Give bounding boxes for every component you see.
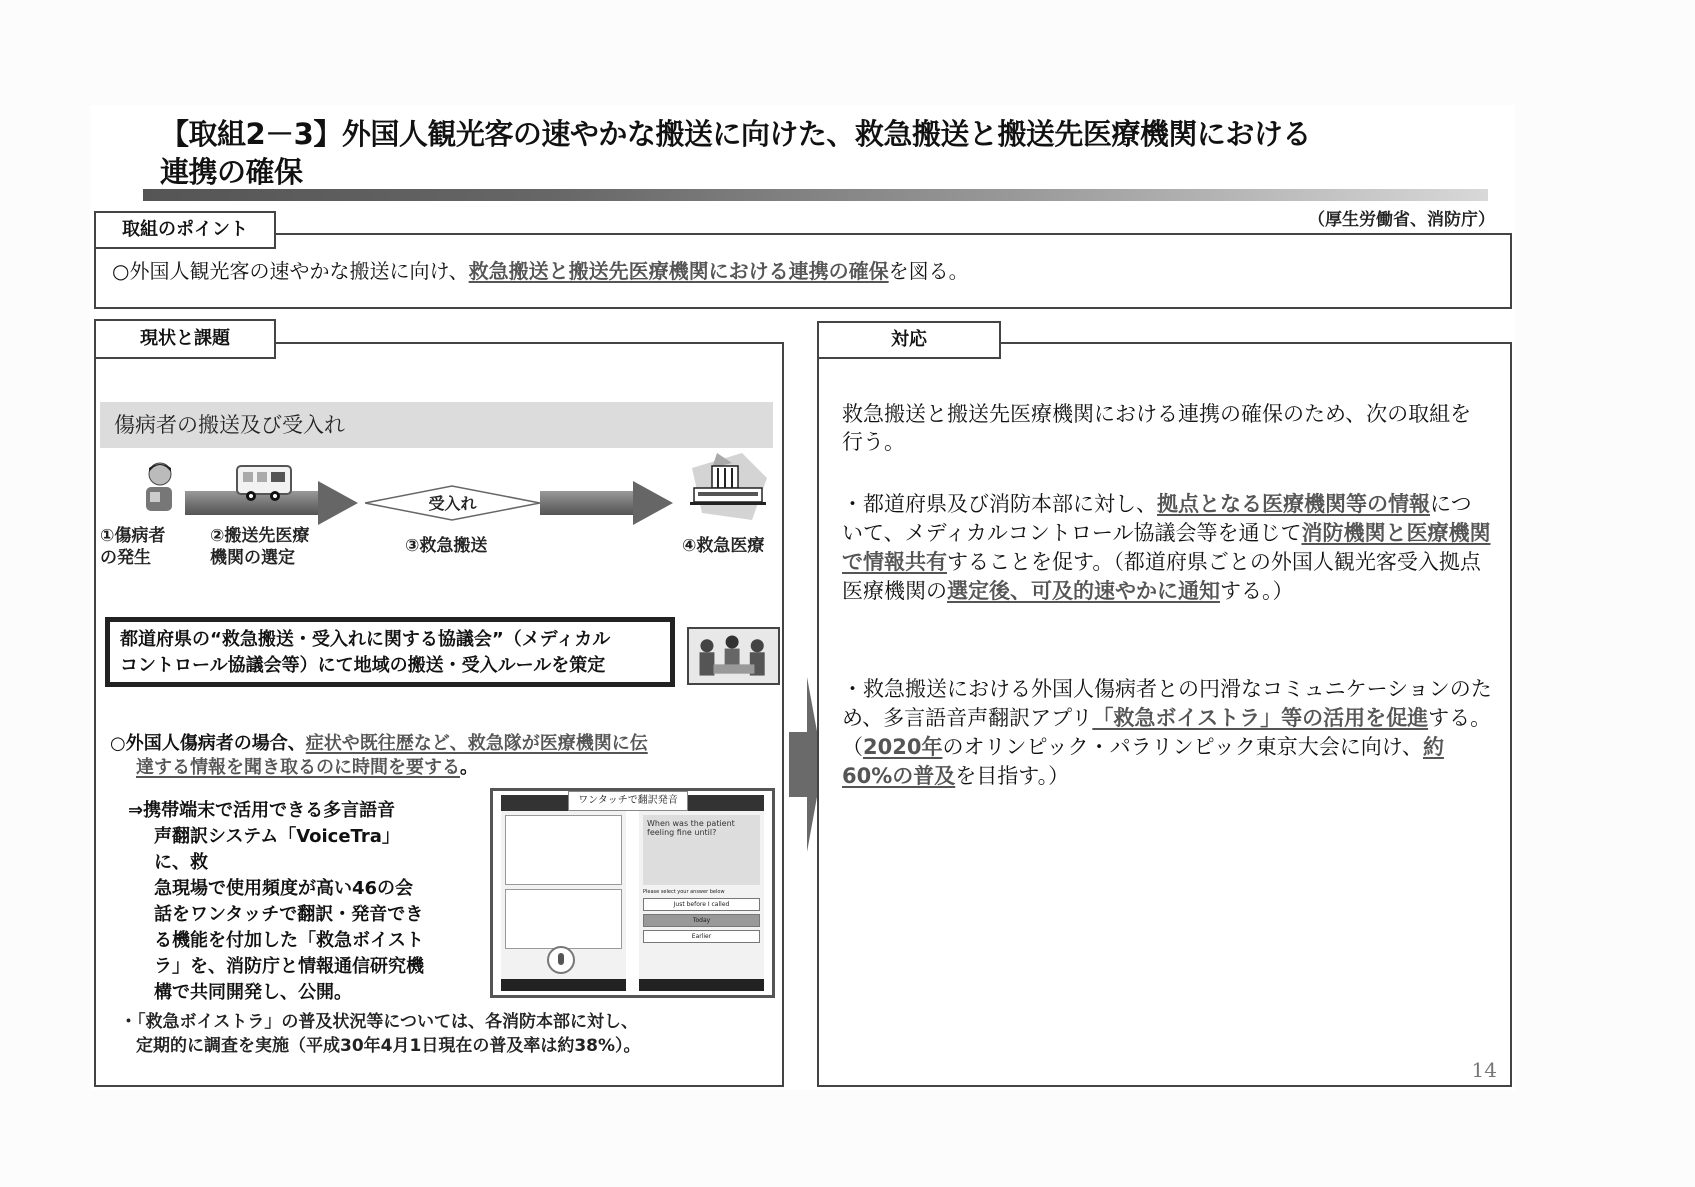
bullet1-text: する。） <box>1220 579 1294 603</box>
acceptance-label: 受入れ <box>428 494 477 513</box>
meeting-illustration <box>687 627 780 685</box>
voicetra-line: ラ」を、消防庁と情報通信研究機 <box>154 956 424 977</box>
app-answer-field <box>505 889 622 949</box>
app-option-1: Just before I called <box>643 898 760 911</box>
bullet1-text: について、メディカルコントロール協議会等を通じて <box>842 492 1472 545</box>
flow-arrowhead-1 <box>318 481 358 525</box>
meeting-people-icon <box>689 629 778 683</box>
transport-flow-diagram <box>100 460 780 570</box>
voicetra-line: ⇒携帯端末で活用できる多言語音 <box>128 800 396 821</box>
point-text <box>112 255 969 284</box>
app-title: ワンタッチで翻訳発音 <box>568 791 688 811</box>
ministries-label: （厚生労働省、消防庁） <box>1308 210 1495 230</box>
app-input-field <box>505 815 622 885</box>
bullet1-highlight: 拠点となる医療機関等の情報 <box>1157 492 1430 516</box>
title-line-2: 連携の確保 <box>160 155 303 189</box>
step-2-line1: ②搬送先医療 <box>210 526 310 546</box>
step-2-line2: 機関の選定 <box>210 548 295 568</box>
app-pane-english <box>639 795 764 991</box>
step-4-line1: ④救急医療 <box>682 536 765 556</box>
council-box <box>105 617 675 687</box>
page-number: 14 <box>1471 1058 1497 1082</box>
voicetra-line: 声翻訳システム「VoiceTra」に、救 <box>154 826 400 873</box>
step-1-line2: の発生 <box>100 548 151 568</box>
point-tab: 取組のポイント <box>94 211 276 249</box>
point-text-prefix: ○外国人観光客の速やかな搬送に向け、 <box>112 259 469 283</box>
page-title <box>160 115 1460 191</box>
voicetra-line: る機能を付加した「救急ボイスト <box>154 930 424 951</box>
app-prompt: Please select your answer below <box>643 889 725 895</box>
foreign-prefix: ○外国人傷病者の場合、 <box>110 733 306 754</box>
hospital-icon <box>682 448 772 528</box>
flow-arrow-2 <box>540 491 635 515</box>
voicetra-line: 構で共同開発し、公開。 <box>154 982 352 1003</box>
injured-person-icon <box>138 460 180 516</box>
bullet2-highlight: 約60%の普及 <box>842 735 1444 788</box>
response-intro: 救急搬送と搬送先医療機関における連携の確保のため、次の取組を行う。 <box>842 402 1472 454</box>
step-2-label <box>210 525 309 569</box>
step-1-label <box>100 525 165 569</box>
council-line-2: コントロール協議会等）にて地域の搬送・受入ルールを策定 <box>120 655 606 676</box>
bullet2-highlight: 「救急ボイストラ」等の活用を促進 <box>1092 706 1429 730</box>
step-3-line1: ③救急搬送 <box>405 536 488 556</box>
bullet2-text: する。（ <box>842 706 1492 759</box>
app-option-3: Earlier <box>643 930 760 943</box>
bullet1-text: ・都道府県及び消防本部に対し、 <box>842 492 1157 516</box>
flow-arrowhead-2 <box>633 481 673 525</box>
voicetra-description <box>128 798 428 1006</box>
point-text-suffix: を図る。 <box>888 259 969 283</box>
bullet2-text: を目指す。） <box>955 764 1070 788</box>
foreign-highlight-2: 達する情報を聞き取るのに時間を要する <box>136 757 460 778</box>
survey-note <box>120 1010 780 1058</box>
title-line-1: 【取組2－3】外国人観光客の速やかな搬送に向けた、救急搬送と搬送先医療機関における <box>160 117 1311 151</box>
title-gradient-bar <box>143 189 1488 201</box>
bullet1-highlight: 選定後、可及的速やかに通知 <box>947 579 1220 603</box>
ambulance-icon <box>235 462 295 504</box>
bullet1-highlight: 消防機関と医療機関で情報共有 <box>842 521 1491 574</box>
council-line-1: 都道府県の“救急搬送・受入れに関する協議会”（メディカル <box>120 629 611 650</box>
app-mic-button-icon <box>546 945 576 975</box>
slide <box>90 105 1515 1090</box>
survey-line-2: 定期的に調査を実施（平成30年4月1日現在の普及率は約38%）。 <box>136 1036 641 1056</box>
bullet2-text: ・救急搬送における外国人傷病者との円滑なコミュニケーションのため、多言語音声翻訳アプリ <box>842 677 1492 730</box>
app-nav-bar <box>639 979 764 991</box>
survey-line-1: ・「救急ボイストラ」の普及状況等については、各消防本部に対し、 <box>120 1012 638 1032</box>
step-1-line1: ①傷病者 <box>100 526 166 546</box>
point-text-highlight: 救急搬送と搬送先医療機関における連携の確保 <box>468 259 889 283</box>
app-option-2: Today <box>643 914 760 927</box>
acceptance-diamond <box>365 485 540 521</box>
app-pane-japanese <box>501 795 626 991</box>
step-4-label <box>682 535 764 557</box>
app-screenshot <box>490 788 775 998</box>
voicetra-line: 急現場で使用頻度が高い46の会 <box>154 878 414 899</box>
app-nav-bar <box>501 979 626 991</box>
current-issues-tab: 現状と課題 <box>94 319 276 359</box>
response-tab: 対応 <box>817 321 1001 359</box>
app-question: When was the patient feeling fine until? <box>643 815 760 885</box>
foreign-patients-text <box>110 732 780 780</box>
response-bullet-1 <box>842 490 1492 606</box>
bullet1-text: することを促す。（都道府県ごとの外国人観光客受入拠点医療機関の <box>842 550 1481 603</box>
foreign-suffix: 。 <box>460 757 478 778</box>
bullet2-highlight: 2020年 <box>863 735 943 759</box>
foreign-highlight-1: 症状や既往歴など、救急隊が医療機関に伝 <box>305 733 648 754</box>
bullet2-text: のオリンピック・パラリンピック東京大会に向け、 <box>942 735 1423 759</box>
voicetra-line: 話をワンタッチで翻訳・発音でき <box>154 904 424 925</box>
response-bullet-2 <box>842 675 1492 791</box>
transport-subheading: 傷病者の搬送及び受入れ <box>100 402 773 448</box>
step-3-label <box>405 535 487 557</box>
